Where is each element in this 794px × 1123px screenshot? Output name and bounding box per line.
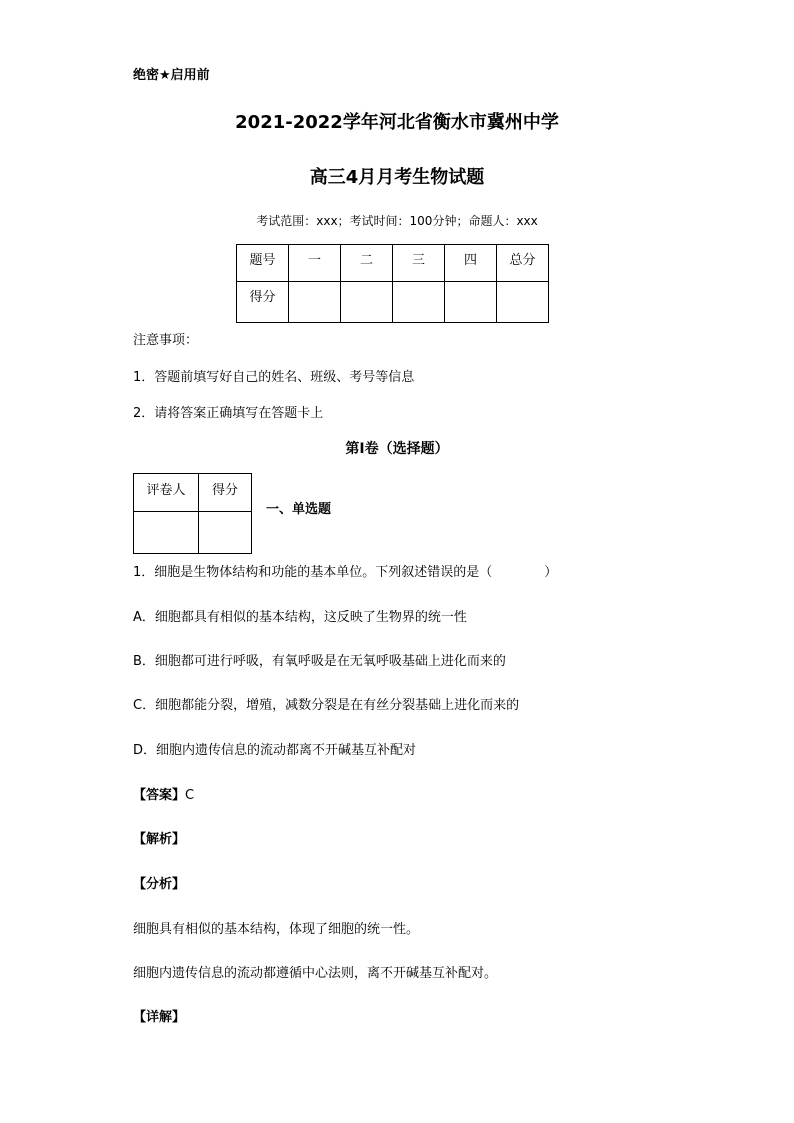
detail-label: 【详解】 bbox=[133, 1010, 186, 1025]
score-header-cell: 一 bbox=[289, 245, 341, 282]
score-table bbox=[236, 244, 549, 323]
grader-table bbox=[133, 473, 252, 554]
fenxi-line: 细胞内遗传信息的流动都遵循中心法则，离不开碱基互补配对。 bbox=[133, 966, 498, 981]
option-a: A．细胞都具有相似的基本结构，这反映了生物界的统一性 bbox=[133, 610, 467, 625]
fenxi-line: 细胞具有相似的基本结构，体现了细胞的统一性。 bbox=[133, 922, 420, 937]
exam-title-line2: 高三4月月考生物试题 bbox=[309, 167, 485, 188]
grader-cell bbox=[134, 512, 199, 554]
grader-cell bbox=[199, 512, 252, 554]
score-cell bbox=[393, 282, 445, 323]
analysis-label: 【解析】 bbox=[133, 832, 186, 847]
score-cell bbox=[341, 282, 393, 323]
option-c: C．细胞都能分裂，增殖，减数分裂是在有丝分裂基础上进化而来的 bbox=[133, 698, 520, 713]
option-d: D．细胞内遗传信息的流动都离不开碱基互补配对 bbox=[133, 743, 417, 758]
notes-title: 注意事项： bbox=[133, 333, 199, 348]
confidential-mark: 绝密★启用前 bbox=[133, 68, 210, 83]
answer-label: 【答案】 bbox=[133, 788, 186, 803]
score-header-cell: 三 bbox=[393, 245, 445, 282]
option-b: B．细胞都可进行呼吸，有氧呼吸是在无氧呼吸基础上进化而来的 bbox=[133, 654, 506, 669]
score-header-cell: 题号 bbox=[237, 245, 289, 282]
score-row-label: 得分 bbox=[237, 282, 289, 323]
grader-header-cell: 评卷人 bbox=[134, 474, 199, 512]
score-cell bbox=[497, 282, 549, 323]
part-title: 一、单选题 bbox=[266, 502, 332, 517]
score-cell bbox=[289, 282, 341, 323]
grader-header-cell: 得分 bbox=[199, 474, 252, 512]
exam-title-line1: 2021-2022学年河北省衡水市冀州中学 bbox=[235, 112, 559, 133]
score-header-cell: 四 bbox=[445, 245, 497, 282]
section-title: 第I卷（选择题） bbox=[345, 441, 449, 457]
score-header-cell: 二 bbox=[341, 245, 393, 282]
answer-value: C bbox=[185, 788, 195, 803]
exam-info: 考试范围：xxx；考试时间：100分钟；命题人：xxx bbox=[256, 214, 538, 228]
note-item: 1．答题前填写好自己的姓名、班级、考号等信息 bbox=[133, 370, 415, 385]
question-stem: 1．细胞是生物体结构和功能的基本单位。下列叙述错误的是（ ） bbox=[133, 565, 558, 580]
score-cell bbox=[445, 282, 497, 323]
note-item: 2．请将答案正确填写在答题卡上 bbox=[133, 406, 324, 421]
answer-line bbox=[133, 784, 194, 803]
score-header-cell: 总分 bbox=[497, 245, 549, 282]
fenxi-label: 【分析】 bbox=[133, 877, 186, 892]
